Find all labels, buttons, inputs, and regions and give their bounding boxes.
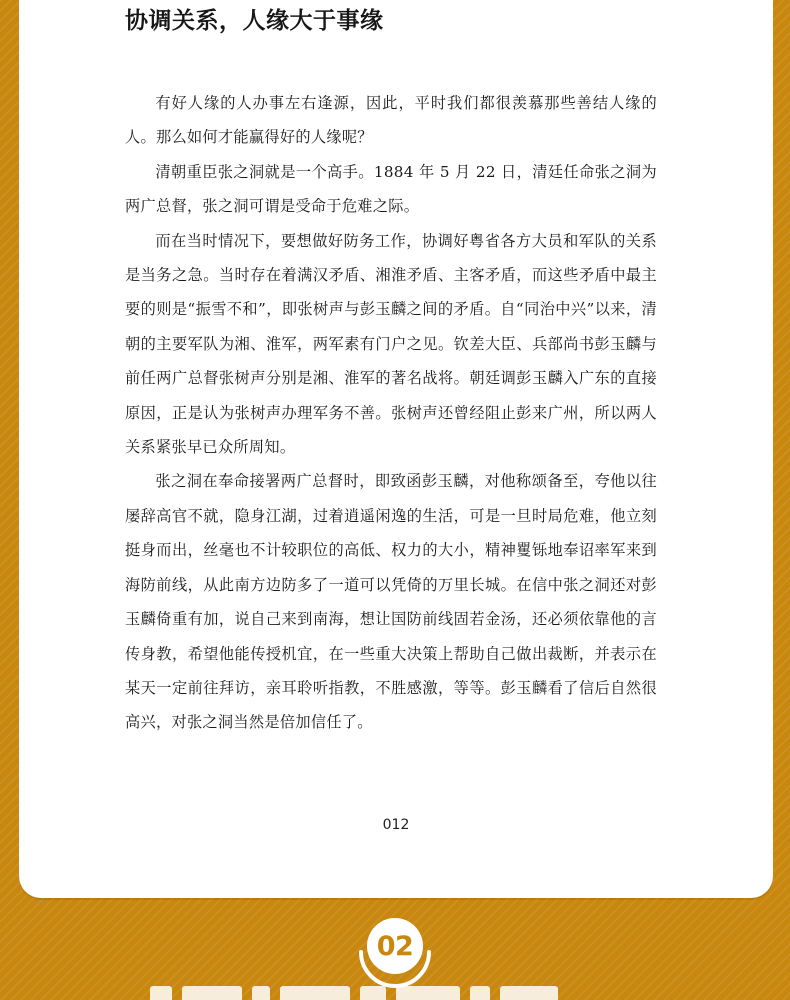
badge-circle [367,918,423,974]
paragraph-2: 清朝重臣张之洞就是一个高手。1884 年 5 月 22 日，清廷任命张之洞为两广总督，张之洞可谓是受命于危难之际。 [125,162,657,216]
paragraph-4: 张之洞在奉命接署两广总督时，即致函彭玉麟，对他称颂备至，夸他以往屡辞高官不就，隐身江湖，过着逍遥闲逸的生活，可是一旦时局危难，他立刻挺身而出，丝毫也不计较职位的高低、权力的大小，精神矍铄地奉诏率军来到海防前线，从此南方边防多了一道可以凭倚的万里长城。在信中张之洞还对彭玉麟倚重有加，说自己来到南海，想让国防前线固若金汤，还必须依靠他的言传身教，希望他能传授机宜，在一些重大决策上帮助自己做出裁断，并表示在某天一定前往拜访，亲耳聆听指教，不胜感激，等等。彭玉麟看了信后自然很高兴，对张之洞当然是倍加信任了。 [125,472,657,732]
section-number: 02 [376,930,414,962]
book-page [19,0,773,898]
page-number: 012 [382,817,410,833]
body-text [125,86,657,740]
paragraph-3: 而在当时情况下，要想做好防务工作，协调好粤省各方大员和军队的关系是当务之急。当时存在着满汉矛盾、湘淮矛盾、主客矛盾，而这些矛盾中最主要的则是“振雪不和”，即张树声与彭玉麟之间的矛盾。自“同治中兴”以来，清朝的主要军队为湘、淮军，两军素有门户之见。钦差大臣、兵部尚书彭玉麟与前任两广总督张树声分别是湘、淮军的著名战将。朝廷调彭玉麟入广东的直接原因，正是认为张树声办理军务不善。张树声还曾经阻止彭来广州，所以两人关系紧张早已众所周知。 [125,231,657,457]
cut-off-heading-fragment [150,986,640,1000]
section-number-badge [355,908,435,988]
paragraph-1: 有好人缘的人办事左右逢源，因此，平时我们都很羡慕那些善结人缘的人。那么如何才能赢得好的人缘呢？ [125,94,657,147]
page-title: 协调关系，人缘大于事缘 [125,8,384,34]
